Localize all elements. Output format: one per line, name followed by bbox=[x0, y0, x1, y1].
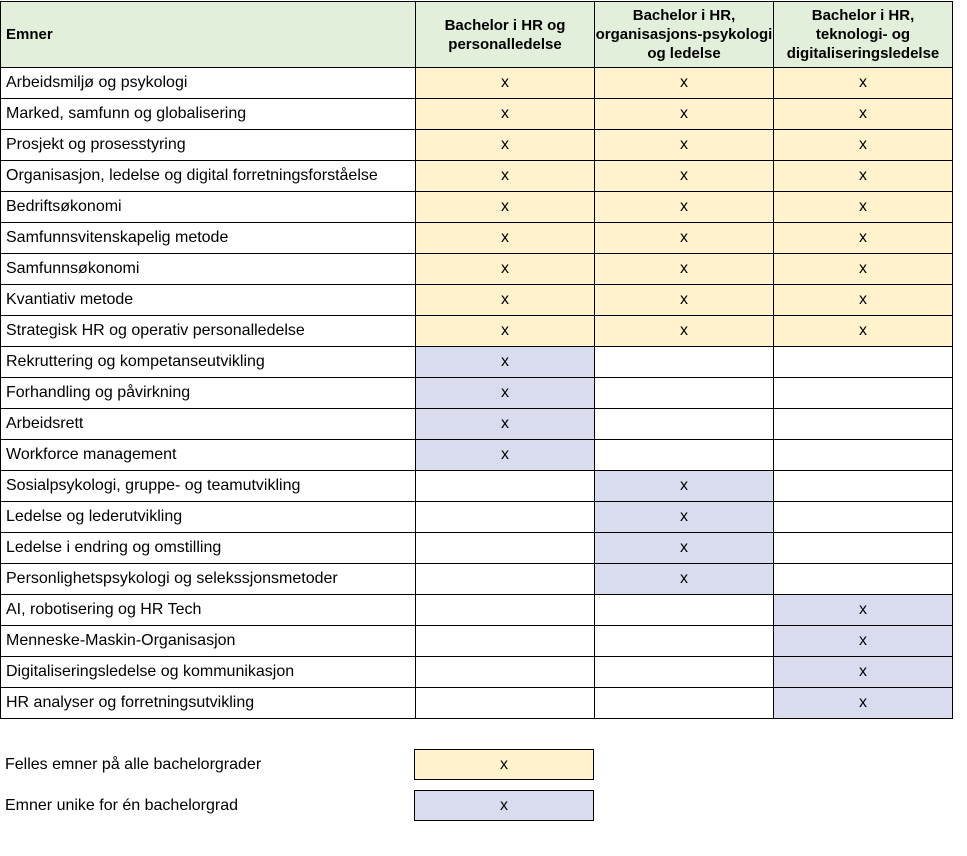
mark-cell bbox=[416, 595, 595, 626]
legend-unique-label: Emner unike for én bachelorgrad bbox=[5, 797, 239, 814]
subject-cell: Arbeidsrett bbox=[1, 409, 416, 440]
mark-cell bbox=[595, 688, 774, 719]
mark-cell: x bbox=[416, 347, 595, 378]
table-row bbox=[1, 99, 953, 130]
table-row bbox=[1, 254, 953, 285]
legend-unique bbox=[0, 790, 594, 821]
mark-cell: x bbox=[774, 223, 953, 254]
subject-cell: Prosjekt og prosesstyring bbox=[1, 130, 416, 161]
mark-cell: x bbox=[416, 161, 595, 192]
mark-cell: x bbox=[595, 254, 774, 285]
mark-cell: x bbox=[774, 316, 953, 347]
table-row bbox=[1, 347, 953, 378]
mark-cell bbox=[595, 626, 774, 657]
subject-cell: HR analyser og forretningsutvikling bbox=[1, 688, 416, 719]
table-row bbox=[1, 161, 953, 192]
mark-cell: x bbox=[416, 378, 595, 409]
header-row bbox=[1, 2, 953, 68]
subject-cell: Samfunnsvitenskapelig metode bbox=[1, 223, 416, 254]
mark-cell: x bbox=[774, 657, 953, 688]
mark-cell: x bbox=[774, 254, 953, 285]
mark-cell bbox=[416, 533, 595, 564]
mark-cell: x bbox=[416, 130, 595, 161]
table-row bbox=[1, 285, 953, 316]
subject-cell: Sosialpsykologi, gruppe- og teamutvikling bbox=[1, 471, 416, 502]
table-row bbox=[1, 130, 953, 161]
mark-cell bbox=[416, 688, 595, 719]
subject-cell: Marked, samfunn og globalisering bbox=[1, 99, 416, 130]
mark-cell: x bbox=[416, 223, 595, 254]
mark-cell: x bbox=[774, 285, 953, 316]
mark-cell bbox=[416, 626, 595, 657]
mark-cell bbox=[774, 378, 953, 409]
mark-cell: x bbox=[595, 316, 774, 347]
course-table bbox=[0, 1, 953, 719]
mark-cell: x bbox=[774, 68, 953, 99]
mark-cell bbox=[416, 564, 595, 595]
table-row bbox=[1, 378, 953, 409]
subject-cell: Personlighetspsykologi og selekssjonsmetoder bbox=[1, 564, 416, 595]
mark-cell: x bbox=[595, 161, 774, 192]
table-row bbox=[1, 316, 953, 347]
subject-cell: Strategisk HR og operativ personalledelse bbox=[1, 316, 416, 347]
mark-cell: x bbox=[416, 254, 595, 285]
table-row bbox=[1, 502, 953, 533]
mark-cell bbox=[774, 347, 953, 378]
program-header-organisasjonspsykologi: Bachelor i HR, organisasjons-psykologi og ledelse bbox=[595, 2, 774, 68]
subject-cell: Digitaliseringsledelse og kommunikasjon bbox=[1, 657, 416, 688]
mark-cell: x bbox=[595, 533, 774, 564]
subject-cell: Workforce management bbox=[1, 440, 416, 471]
table-row bbox=[1, 626, 953, 657]
mark-cell bbox=[774, 409, 953, 440]
mark-cell bbox=[416, 471, 595, 502]
subject-cell: AI, robotisering og HR Tech bbox=[1, 595, 416, 626]
mark-cell bbox=[595, 595, 774, 626]
table-row bbox=[1, 471, 953, 502]
table-row bbox=[1, 564, 953, 595]
mark-cell bbox=[595, 409, 774, 440]
mark-cell bbox=[774, 471, 953, 502]
program-header-digitaliseringsledelse: Bachelor i HR, teknologi- og digitaliseringsledelse bbox=[774, 2, 953, 68]
subject-column-header: Emner bbox=[1, 2, 416, 68]
mark-cell: x bbox=[774, 626, 953, 657]
mark-cell: x bbox=[416, 99, 595, 130]
mark-cell bbox=[774, 440, 953, 471]
mark-cell bbox=[774, 533, 953, 564]
mark-cell bbox=[595, 347, 774, 378]
table-row bbox=[1, 657, 953, 688]
mark-cell bbox=[774, 502, 953, 533]
mark-cell: x bbox=[595, 502, 774, 533]
subject-cell: Samfunnsøkonomi bbox=[1, 254, 416, 285]
table-row bbox=[1, 595, 953, 626]
program-header-hr-personalledelse: Bachelor i HR og personalledelse bbox=[416, 2, 595, 68]
mark-cell bbox=[774, 564, 953, 595]
legend-common bbox=[0, 749, 594, 780]
mark-cell bbox=[416, 502, 595, 533]
legend-common-label: Felles emner på alle bachelorgrader bbox=[5, 756, 262, 773]
subject-cell: Ledelse og lederutvikling bbox=[1, 502, 416, 533]
mark-cell: x bbox=[595, 99, 774, 130]
mark-cell: x bbox=[595, 564, 774, 595]
mark-cell: x bbox=[416, 316, 595, 347]
subject-cell: Bedriftsøkonomi bbox=[1, 192, 416, 223]
mark-cell: x bbox=[774, 161, 953, 192]
mark-cell: x bbox=[416, 192, 595, 223]
mark-cell: x bbox=[595, 285, 774, 316]
mark-cell bbox=[595, 440, 774, 471]
table-row bbox=[1, 409, 953, 440]
table-row bbox=[1, 68, 953, 99]
mark-cell: x bbox=[416, 440, 595, 471]
mark-cell: x bbox=[595, 471, 774, 502]
mark-cell: x bbox=[416, 409, 595, 440]
mark-cell: x bbox=[774, 192, 953, 223]
subject-cell: Ledelse i endring og omstilling bbox=[1, 533, 416, 564]
subject-cell: Forhandling og påvirkning bbox=[1, 378, 416, 409]
table-row bbox=[1, 223, 953, 254]
table-row bbox=[1, 533, 953, 564]
mark-cell: x bbox=[774, 99, 953, 130]
legend-unique-swatch: x bbox=[414, 790, 594, 821]
table-row bbox=[1, 192, 953, 223]
mark-cell bbox=[595, 657, 774, 688]
table-row bbox=[1, 688, 953, 719]
mark-cell: x bbox=[774, 688, 953, 719]
table-row bbox=[1, 440, 953, 471]
mark-cell: x bbox=[595, 192, 774, 223]
mark-cell: x bbox=[595, 130, 774, 161]
mark-cell: x bbox=[416, 285, 595, 316]
mark-cell: x bbox=[774, 595, 953, 626]
subject-cell: Kvantiativ metode bbox=[1, 285, 416, 316]
legend-common-swatch: x bbox=[414, 749, 594, 780]
mark-cell: x bbox=[595, 223, 774, 254]
subject-cell: Menneske-Maskin-Organisasjon bbox=[1, 626, 416, 657]
subject-cell: Arbeidsmiljø og psykologi bbox=[1, 68, 416, 99]
mark-cell bbox=[416, 657, 595, 688]
mark-cell bbox=[595, 378, 774, 409]
mark-cell: x bbox=[595, 68, 774, 99]
mark-cell: x bbox=[416, 68, 595, 99]
mark-cell: x bbox=[774, 130, 953, 161]
subject-cell: Organisasjon, ledelse og digital forretningsforståelse bbox=[1, 161, 416, 192]
subject-cell: Rekruttering og kompetanseutvikling bbox=[1, 347, 416, 378]
